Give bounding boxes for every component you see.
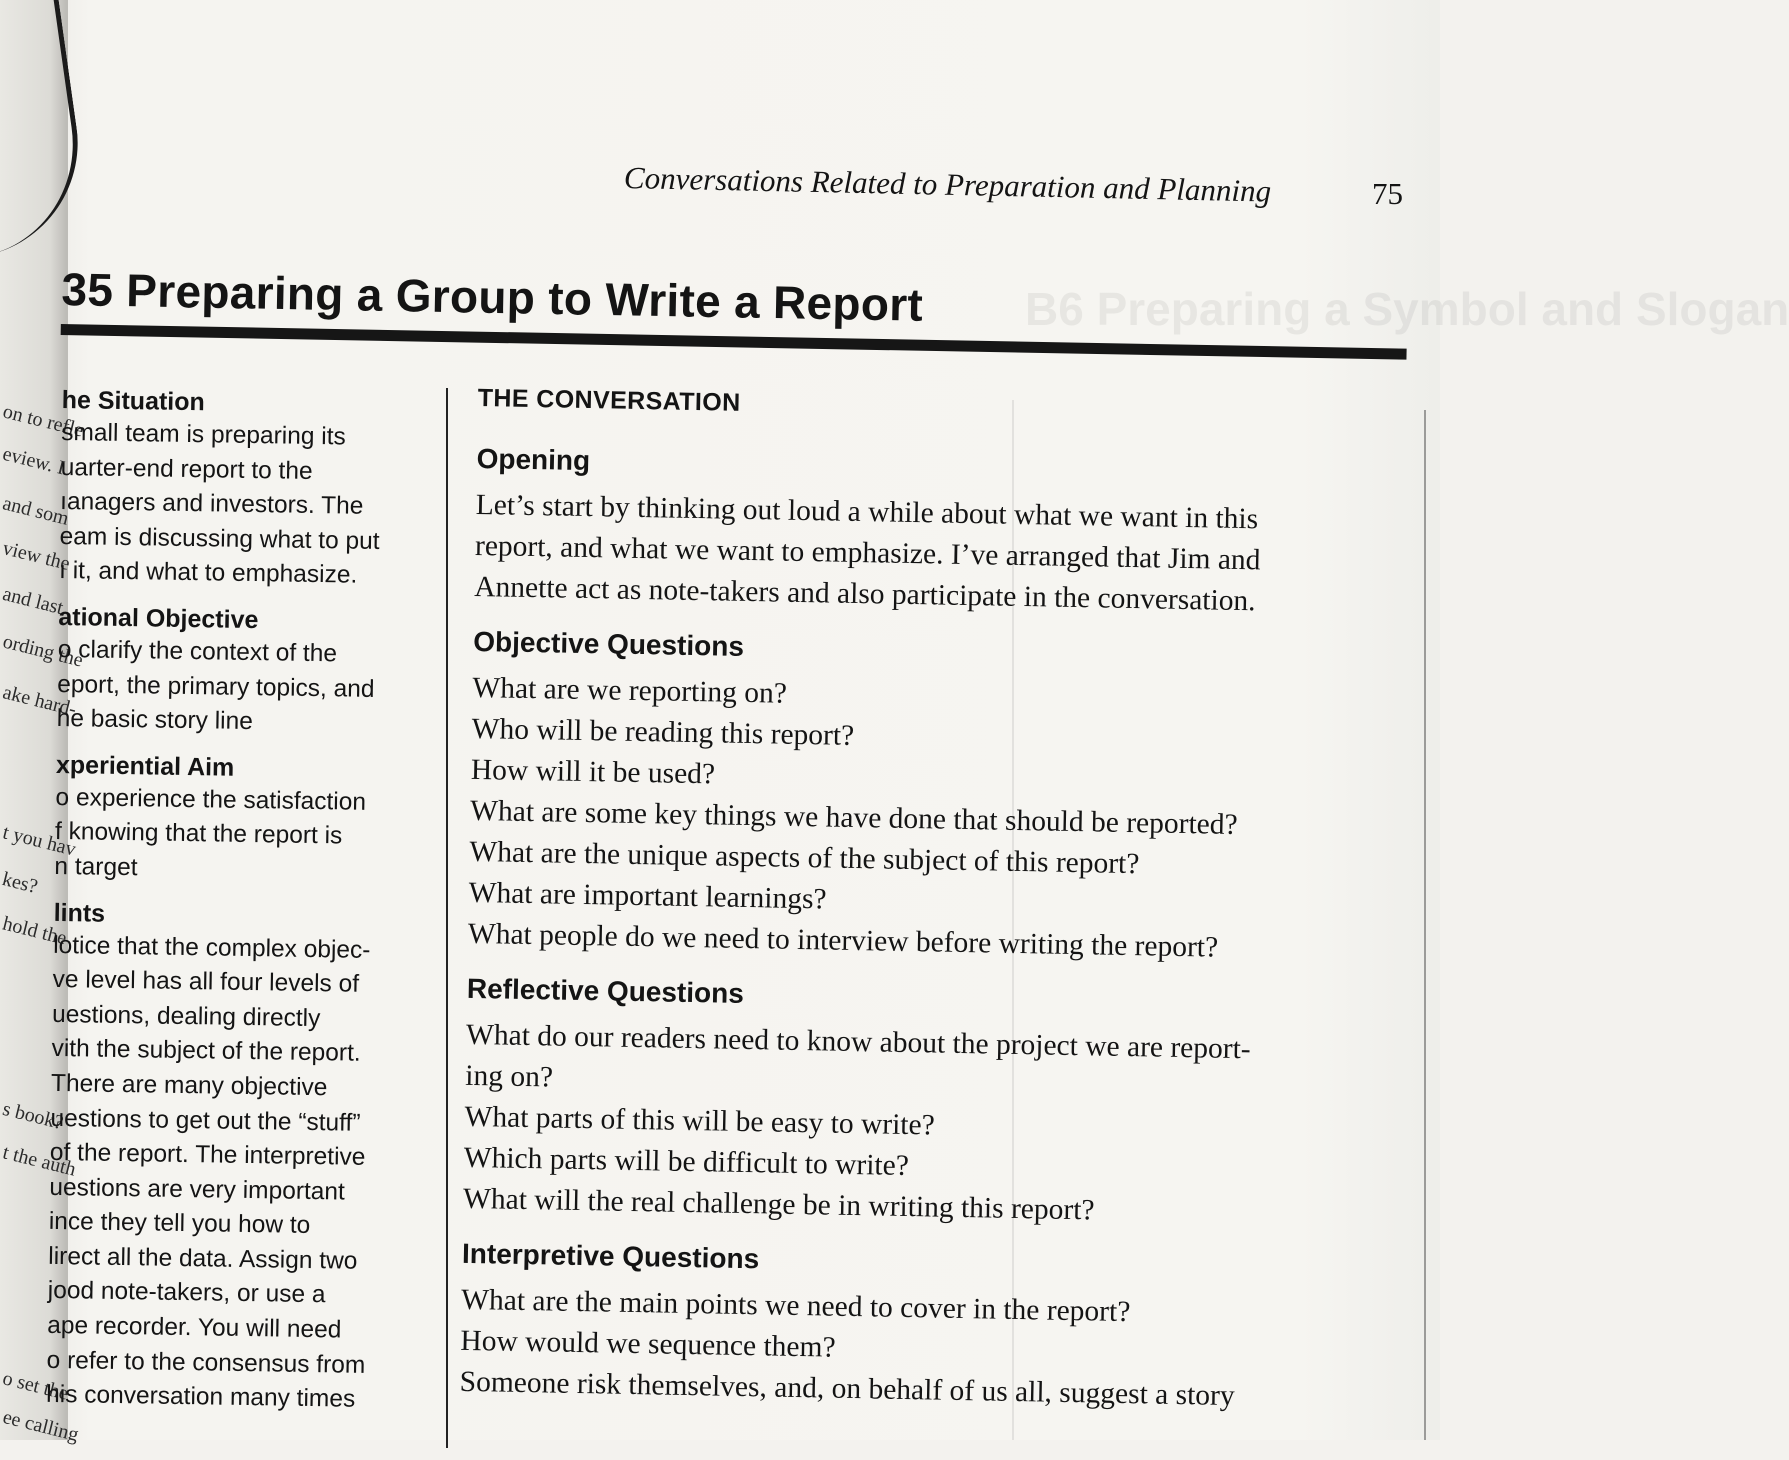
sidebar-line: jood note-takers, or use a — [47, 1277, 326, 1309]
question: What will the real challenge be in writing this report? — [462, 1182, 1095, 1227]
experiential-aim-heading: xperiential Aim — [55, 750, 235, 782]
sidebar-line: lotice that the complex objec- — [52, 931, 371, 964]
experiential-aim-text — [54, 781, 426, 891]
interpretive-questions — [459, 1280, 1391, 1420]
sidebar-line: vith the subject of the report. — [51, 1035, 361, 1068]
left-page-fragment: ee calling — [0, 1406, 81, 1447]
question: What are some key things we have done that should be reported? — [469, 794, 1238, 841]
opening-line: Annette act as note-takers and also participate in the conversation. — [473, 570, 1256, 618]
objective-questions — [468, 668, 1403, 972]
running-head: Conversations Related to Preparation and Planning — [623, 160, 1272, 209]
bleed-through-title: B6 Preparing a Symbol and Slogan — [1025, 283, 1789, 335]
sidebar-line: uarter-end report to the — [60, 453, 313, 485]
column-divider — [446, 388, 448, 1448]
left-page-fragment: kes? — [0, 868, 40, 898]
rational-objective-heading: ational Objective — [58, 602, 259, 635]
left-page-fragment: ake hard- — [0, 681, 79, 721]
opening-text — [474, 485, 1406, 625]
page-number: 75 — [1372, 176, 1403, 211]
sidebar-line: eport, the primary topics, and — [57, 670, 375, 703]
left-page-fragment: and som — [0, 492, 72, 530]
hints-heading: lints — [53, 898, 106, 928]
sidebar-line: uestions are very important — [49, 1173, 346, 1206]
rational-objective-text — [56, 633, 428, 743]
sidebar-line: of the report. The interpretive — [49, 1139, 366, 1171]
sidebar-line: ı it, and what to emphasize. — [58, 557, 358, 590]
sidebar-line: ve level has all four levels of — [52, 966, 360, 998]
situation-heading: he Situation — [61, 385, 206, 417]
sidebar-line: o experience the satisfaction — [55, 783, 367, 816]
sidebar-line: he basic story line — [56, 705, 254, 736]
question: How would we sequence them? — [460, 1324, 836, 1364]
sidebar-line: ıanagers and investors. The — [59, 488, 364, 520]
sidebar-line: ince they tell you how to — [48, 1208, 311, 1240]
sidebar-line: There are many objective — [50, 1069, 328, 1102]
sidebar-line: his conversation many times — [45, 1381, 356, 1413]
left-page-fragment: t you hav — [0, 821, 79, 861]
left-page-fragment: and last — [0, 582, 66, 620]
sidebar-line: lirect all the data. Assign two — [48, 1242, 358, 1275]
sidebar-line: o clarify the context of the — [57, 635, 338, 668]
sidebar — [45, 384, 432, 1460]
question: What are the main points we need to cover in the report? — [460, 1283, 1131, 1329]
hints-text — [46, 928, 424, 1418]
opening-line: Let’s start by thinking out loud a while about what we want in this — [475, 488, 1259, 536]
question: Someone risk themselves, and, on behalf of us all, suggest a story — [459, 1365, 1235, 1413]
left-page-fragment: s book? — [0, 1097, 66, 1135]
question: What people do we need to interview before writing the report? — [467, 917, 1219, 964]
question: How will it be used? — [470, 753, 716, 791]
left-page-fragment: view the — [0, 537, 73, 575]
left-page-fragment: hold the — [0, 912, 69, 950]
sidebar-line: ape recorder. You will need — [46, 1311, 342, 1344]
situation-text — [59, 416, 432, 595]
sidebar-line: small team is preparing its — [61, 418, 346, 451]
conversation-column — [459, 384, 1408, 1438]
opening-line: report, and what we want to emphasize. I’ve arranged that Jim and — [474, 529, 1261, 577]
sidebar-line: o refer to the consensus from — [46, 1346, 366, 1379]
question: What parts of this will be easy to write? — [464, 1100, 936, 1142]
question: What are we reporting on? — [472, 671, 788, 710]
chapter-title: 35 Preparing a Group to Write a Report — [61, 262, 924, 331]
interpretive-questions-heading: Interpretive Questions — [461, 1237, 760, 1275]
reflective-questions-heading: Reflective Questions — [466, 972, 745, 1009]
sidebar-line: f knowing that the report is — [54, 818, 343, 850]
question: What are important learnings? — [468, 876, 827, 916]
reflective-questions — [463, 1015, 1397, 1237]
left-page-fragment: eview. I — [0, 442, 67, 480]
bleed-through-divider — [1424, 410, 1426, 1440]
sidebar-line: eam is discussing what to put — [59, 522, 380, 555]
question: What do our readers need to know about the project we are report- — [465, 1018, 1251, 1066]
left-page-fragment: o set the — [0, 1367, 71, 1405]
objective-questions-heading: Objective Questions — [472, 625, 745, 662]
sidebar-line: n target — [54, 852, 138, 882]
left-page-fragment: ording the — [0, 630, 86, 672]
left-page-fragment: on to refle — [0, 400, 86, 442]
question: Who will be reading this report? — [471, 712, 855, 752]
sidebar-line: uestions to get out the “stuff” — [50, 1104, 361, 1137]
conversation-heading: THE CONVERSATION — [477, 384, 741, 417]
opening-heading: Opening — [476, 442, 591, 477]
left-page-fragment: t the auth — [0, 1141, 79, 1181]
question: ing on? — [465, 1059, 554, 1094]
sidebar-line: uestions, dealing directly — [51, 1000, 321, 1032]
question: Which parts will be difficult to write? — [463, 1141, 910, 1183]
question: What are the unique aspects of the subject of this report? — [469, 835, 1140, 881]
